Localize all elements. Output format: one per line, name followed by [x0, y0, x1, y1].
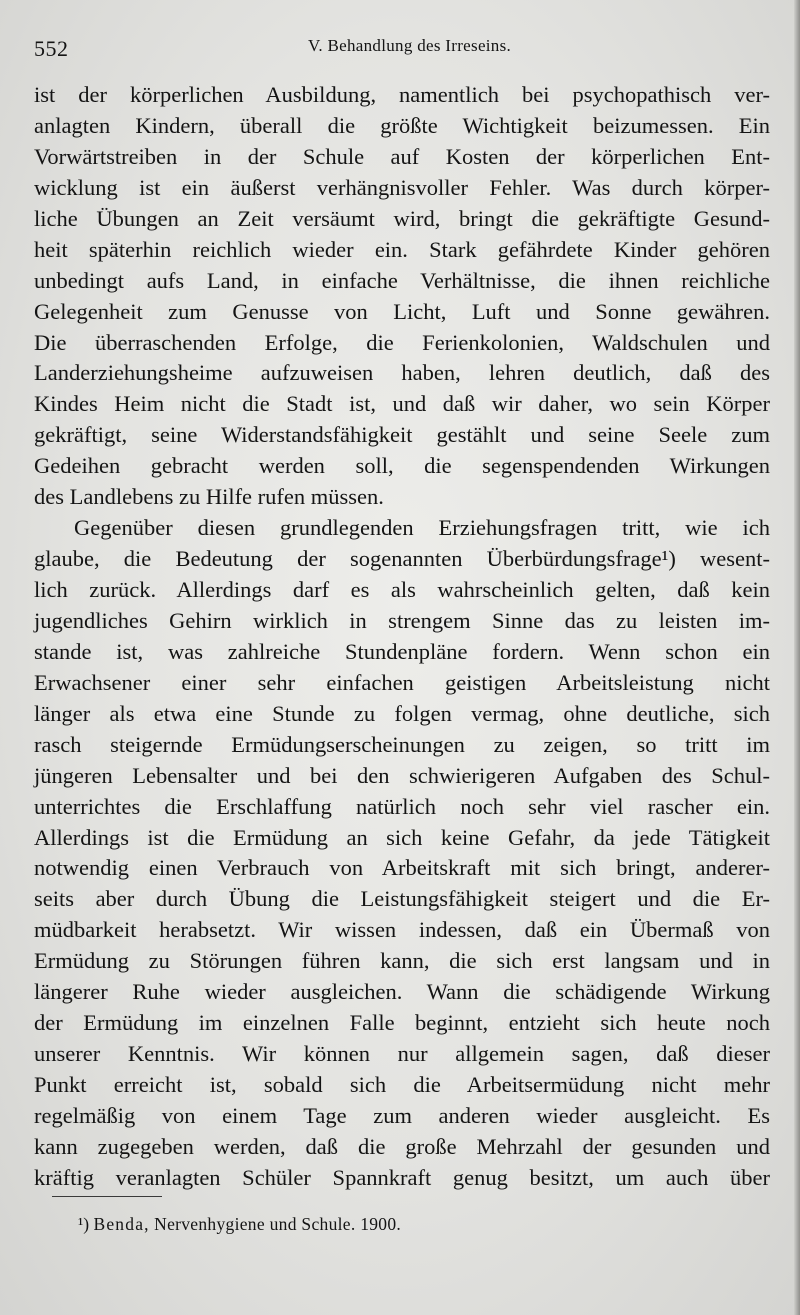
text-line: müdbarkeit herabsetzt. Wir wissen indessen, daß ein Übermaß von	[34, 917, 770, 943]
text-line: stande ist, was zahlreiche Stundenpläne fordern. Wenn schon ein	[34, 638, 770, 664]
text-line: des Landlebens zu Hilfe rufen müssen.	[34, 484, 384, 510]
text-line: Vorwärtstreiben in der Schule auf Kosten der körperlichen Ent-	[34, 143, 770, 169]
text-line: unserer Kenntnis. Wir können nur allgemein sagen, daß dieser	[34, 1041, 770, 1067]
text-line: unterrichtes die Erschlaffung natürlich noch sehr viel rascher ein.	[34, 793, 770, 819]
text-line: regelmäßig von einem Tage zum anderen wieder ausgleicht. Es	[34, 1102, 770, 1128]
text-line: kann zugegeben werden, daß die große Mehrzahl der gesunden und	[34, 1133, 770, 1159]
text-line: Erwachsener einer sehr einfachen geistigen Arbeitsleistung nicht	[34, 669, 770, 695]
body-text	[34, 80, 770, 1194]
footnote-text: Nervenhygiene und Schule. 1900.	[154, 1214, 402, 1234]
text-line: Gelegenheit zum Genusse von Licht, Luft und Sonne gewähren.	[34, 298, 770, 324]
text-line: Punkt erreicht ist, sobald sich die Arbeitsermüdung nicht mehr	[34, 1072, 770, 1097]
text-line: kräftig veranlagten Schüler Spannkraft genug besitzt, um auch über	[34, 1164, 770, 1190]
text-line: glaube, die Bedeutung der sogenannten Überbürdungsfrage¹) wesent-	[34, 546, 770, 572]
running-head	[34, 30, 774, 64]
text-line: rasch steigernde Ermüdungserscheinungen zu zeigen, so tritt im	[34, 731, 770, 757]
footnote-author: Benda,	[93, 1214, 150, 1234]
running-head-title: V. Behandlung des Irreseins.	[308, 36, 512, 55]
text-line: wicklung ist ein äußerst verhängnisvoller Fehler. Was durch körper-	[34, 174, 770, 200]
text-line: gekräftigt, seine Widerstandsfähigkeit gestählt und seine Seele zum	[34, 422, 770, 448]
paragraph-1	[34, 80, 770, 513]
text-line: Landerziehungsheime aufzuweisen haben, lehren deutlich, daß des	[34, 360, 770, 386]
text-line: Kindes Heim nicht die Stadt ist, und daß wir daher, wo sein Körper	[34, 391, 770, 417]
footnote-divider	[52, 1196, 162, 1197]
text-line: seits aber durch Übung die Leistungsfähigkeit steigert und die Er-	[34, 886, 770, 912]
text-line: ist der körperlichen Ausbildung, namentlich bei psychopathisch ver-	[34, 82, 770, 107]
text-line: jüngeren Lebensalter und bei den schwierigeren Aufgaben des Schul-	[34, 762, 770, 788]
text-line: längerer Ruhe wieder ausgleichen. Wann die schädigende Wirkung	[34, 979, 770, 1005]
page-edge	[794, 0, 800, 1315]
text-line: Allerdings ist die Ermüdung an sich keine Gefahr, da jede Tätigkeit	[34, 824, 770, 850]
paragraph-2	[34, 513, 770, 1194]
text-line: notwendig einen Verbrauch von Arbeitskraft mit sich bringt, anderer-	[34, 855, 770, 881]
text-line: der Ermüdung im einzelnen Falle beginnt, entzieht sich heute noch	[34, 1010, 770, 1036]
text-line: länger als etwa eine Stunde zu folgen vermag, ohne deutliche, sich	[34, 700, 770, 726]
text-line: Gegenüber diesen grundlegenden Erziehungsfragen tritt, wie ich	[74, 515, 770, 541]
text-line: Ermüdung zu Störungen führen kann, die sich erst langsam und in	[34, 948, 770, 974]
footnote-marker: ¹)	[78, 1214, 90, 1234]
text-line: Die überraschenden Erfolge, die Ferienkolonien, Waldschulen und	[34, 329, 770, 355]
text-line: jugendliches Gehirn wirklich in strengem Sinne das zu leisten im-	[34, 607, 770, 633]
text-line: anlagten Kindern, überall die größte Wichtigkeit beizumessen. Ein	[34, 112, 770, 138]
text-line: liche Übungen an Zeit versäumt wird, bringt die gekräftigte Gesund-	[34, 205, 770, 231]
page-number: 552	[34, 36, 69, 61]
text-line: unbedingt aufs Land, in einfache Verhältnisse, die ihnen reichliche	[34, 267, 770, 293]
footnote	[78, 1214, 401, 1235]
text-line: Gedeihen gebracht werden soll, die segenspendenden Wirkungen	[34, 453, 770, 479]
text-line: heit späterhin reichlich wieder ein. Stark gefährdete Kinder gehören	[34, 236, 770, 262]
text-line: lich zurück. Allerdings darf es als wahrscheinlich gelten, daß kein	[34, 577, 770, 602]
